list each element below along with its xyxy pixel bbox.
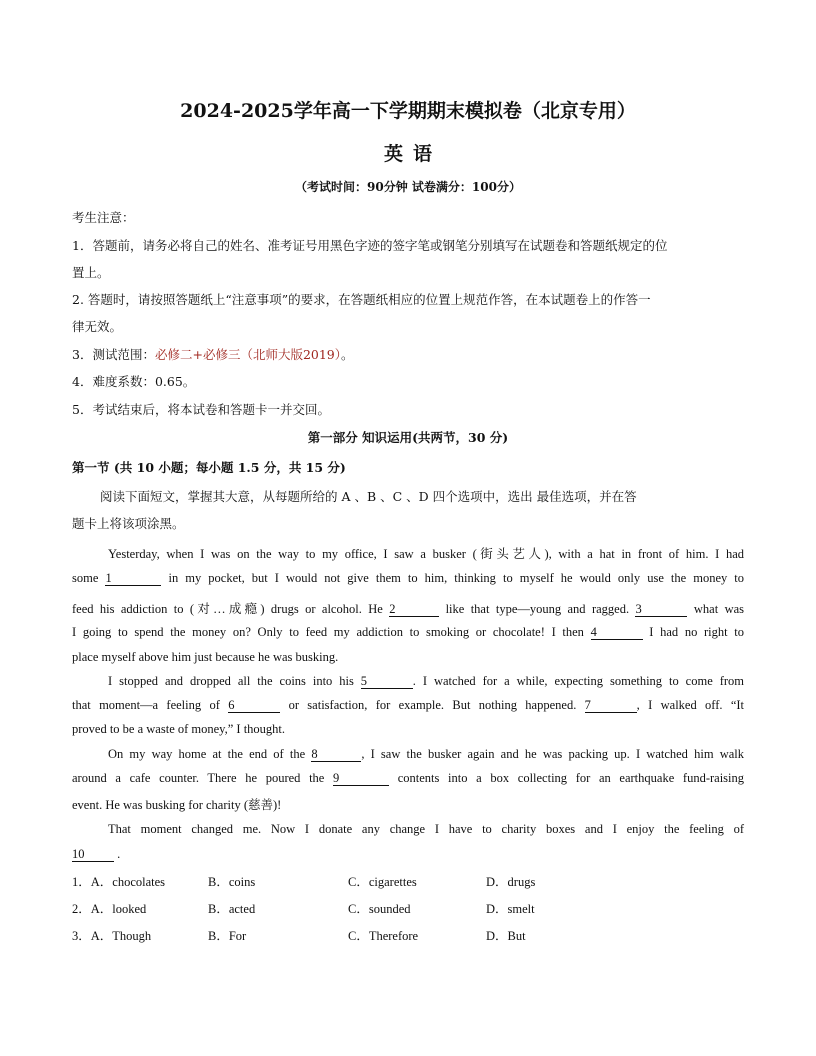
passage-p2-line-2: [72, 698, 744, 713]
text-segment: feed his addiction to (对…成瘾) drugs or alcohol. He: [72, 602, 383, 616]
passage-p1-line-3: [72, 599, 744, 617]
text-segment: I going to spend the money on? Only to feed my addiction to smoking or chocolate! I then: [72, 625, 584, 639]
text-segment: contents into a box collecting for an earthquake fund-raising: [397, 771, 745, 785]
notice-item-1: 1．答题前，请务必将自己的姓名、准考证号用黑色字迹的签字笔或钢笔分别填写在试题卷和答题纸规定的位: [72, 238, 668, 253]
text-segment: that moment—a feeling of: [72, 698, 220, 712]
option-c: C．Therefore: [348, 929, 419, 943]
passage-p3-line-2: [72, 771, 744, 786]
text-segment: . I watched for a while, expecting something to come from: [412, 674, 744, 688]
text-segment: or satisfaction, for example. But nothing happened.: [288, 698, 577, 712]
option-a: 3．A．Though: [72, 929, 152, 943]
passage-p1-line-2: [72, 571, 744, 586]
passage-p1-line-4: [72, 625, 744, 640]
text-segment: around a cafe counter. There he poured the: [72, 771, 325, 785]
blank-7: 7: [585, 699, 637, 713]
text-segment: On my way home at the end of the: [108, 747, 306, 761]
instruction-line-2: 题卡上将该项涂黑。: [72, 516, 185, 531]
text-segment: in my pocket, but I would not give them to him, thinking to myself he would only use the money to: [168, 571, 745, 585]
notice-item-3: [72, 345, 744, 363]
text-segment: I had no right to: [649, 625, 744, 639]
subject-title: 英语: [383, 143, 442, 165]
instruction-line-1: 阅读下面短文，掌握其大意，从每题所给的 A 、B 、C 、D 四个选项中，选出 最佳选项，并在答: [100, 489, 637, 504]
text-segment: .: [117, 847, 121, 861]
test-scope: 必修二+必修三（北师大版2019）: [154, 347, 342, 362]
part-1-title: 第一部分 知识运用(共两节，30 分): [307, 430, 509, 445]
blank-2: 2: [389, 603, 439, 617]
option-b: B．coins: [208, 875, 256, 889]
passage-p2-line-1: [72, 674, 744, 689]
exam-title: 2024-2025学年高一下学期期末模拟卷（北京专用）: [180, 100, 636, 122]
section-1-heading: 第一节 (共 10 小题；每小题 1.5 分，共 15 分): [72, 460, 346, 475]
text-segment: I stopped and dropped all the coins into his: [108, 674, 354, 688]
passage-p3-line-3: event. He was busking for charity (慈善)!: [72, 798, 282, 812]
option-b: B．acted: [208, 902, 256, 916]
notice-item-1-cont: 置上。: [72, 265, 110, 280]
blank-8: 8: [311, 748, 361, 762]
passage-p4-line-2: [72, 847, 744, 862]
passage-p2-line-3: proved to be a waste of money,” I thought.: [72, 722, 286, 736]
passage-p3-line-1: [72, 747, 744, 762]
option-a: 1．A．chocolates: [72, 875, 166, 889]
notice-item-3-suffix: 。: [341, 347, 354, 362]
blank-1: 1: [105, 572, 161, 586]
option-d: D．smelt: [486, 902, 535, 916]
text-segment: what was: [693, 602, 745, 616]
option-c: C．sounded: [348, 902, 411, 916]
blank-5: 5: [361, 675, 413, 689]
option-c: C．cigarettes: [348, 875, 417, 889]
blank-6: 6: [228, 699, 280, 713]
blank-3: 3: [635, 603, 687, 617]
text-segment: , I walked off. “It: [636, 698, 745, 712]
notice-item-2: 2. 答题时，请按照答题纸上“注意事项”的要求，在答题纸相应的位置上规范作答，在本试题卷上的作答一: [72, 292, 651, 307]
notice-item-5: 5．考试结束后，将本试卷和答题卡一并交回。: [72, 402, 330, 417]
passage-p1-line-5: place myself above him just because he was busking.: [72, 650, 339, 664]
option-b: B．For: [208, 929, 247, 943]
passage-p4-line-1: That moment changed me. Now I donate any change I have to charity boxes and I enjoy the feeling of: [108, 822, 744, 836]
text-segment: some: [72, 571, 99, 585]
text-segment: like that type—young and ragged.: [445, 602, 630, 616]
option-d: D．But: [486, 929, 526, 943]
notice-item-4: 4．难度系数：0.65。: [72, 374, 196, 389]
blank-10: 10: [72, 848, 114, 862]
passage-p1-line-1: Yesterday, when I was on the way to my office, I saw a busker (街头艺人), with a hat in front of him. I had: [108, 547, 744, 561]
exam-info: （考试时间：90分钟 试卷满分：100分）: [295, 180, 521, 194]
option-a: 2．A．looked: [72, 902, 147, 916]
blank-4: 4: [591, 626, 643, 640]
notice-item-2-cont: 律无效。: [72, 319, 123, 334]
notice-heading: 考生注意：: [72, 210, 135, 225]
blank-9: 9: [333, 772, 389, 786]
text-segment: , I saw the busker again and he was packing up. I watched him walk: [361, 747, 744, 761]
notice-item-3-prefix: 3．测试范围：: [72, 347, 155, 362]
option-d: D．drugs: [486, 875, 536, 889]
